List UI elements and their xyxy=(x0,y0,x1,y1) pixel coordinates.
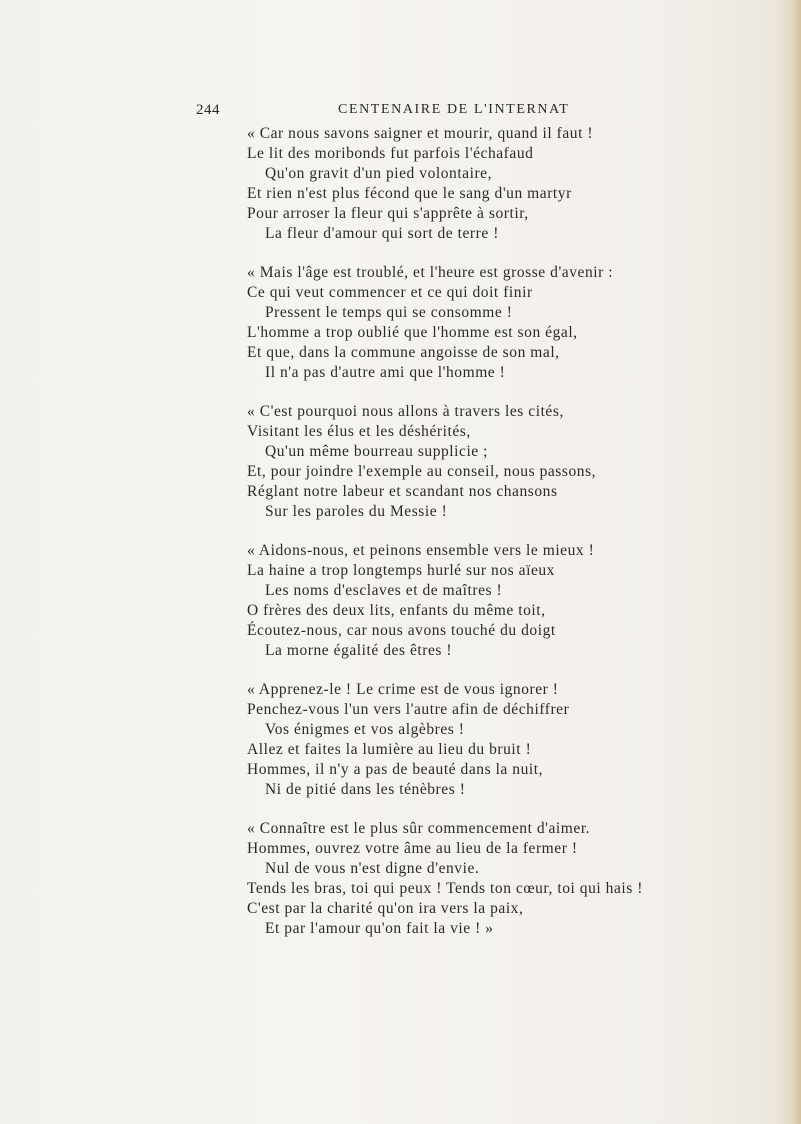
running-title: CENTENAIRE DE L'INTERNAT xyxy=(338,102,570,117)
poem-line: Allez et faites la lumière au lieu du bruit ! xyxy=(247,741,532,758)
poem-line: Pressent le temps qui se consomme ! xyxy=(265,304,513,321)
poem-line: Hommes, ouvrez votre âme au lieu de la fermer ! xyxy=(247,840,578,857)
poem-line: Ni de pitié dans les ténèbres ! xyxy=(265,781,466,798)
poem-line: C'est par la charité qu'on ira vers la paix, xyxy=(247,900,524,917)
poem-line: Le lit des moribonds fut parfois l'échafaud xyxy=(247,145,534,162)
poem-line: Tends les bras, toi qui peux ! Tends ton cœur, toi qui hais ! xyxy=(247,880,643,897)
stanza-3 xyxy=(0,402,801,522)
page-number: 244 xyxy=(196,102,220,118)
poem-line: « Car nous savons saigner et mourir, quand il faut ! xyxy=(247,125,594,142)
stanza-6 xyxy=(0,819,801,939)
stanza-4 xyxy=(0,541,801,661)
poem-line: O frères des deux lits, enfants du même toit, xyxy=(247,602,546,619)
poem-line: Pour arroser la fleur qui s'apprête à sortir, xyxy=(247,205,529,222)
poem-line: Et rien n'est plus fécond que le sang d'un martyr xyxy=(247,185,572,202)
poem-line: Hommes, il n'y a pas de beauté dans la nuit, xyxy=(247,761,544,778)
poem-line: Il n'a pas d'autre ami que l'homme ! xyxy=(265,364,506,381)
poem-line: Nul de vous n'est digne d'envie. xyxy=(265,860,480,877)
stanza-1 xyxy=(0,124,801,244)
poem-line: Et par l'amour qu'on fait la vie ! » xyxy=(265,920,494,937)
poem-line: La fleur d'amour qui sort de terre ! xyxy=(265,225,499,242)
poem-line: L'homme a trop oublié que l'homme est son égal, xyxy=(247,324,578,341)
poem-line: Les noms d'esclaves et de maîtres ! xyxy=(265,582,503,599)
poem-line: Sur les paroles du Messie ! xyxy=(265,503,448,520)
poem-line: Et, pour joindre l'exemple au conseil, nous passons, xyxy=(247,463,597,480)
poem xyxy=(0,124,801,958)
poem-line: La haine a trop longtemps hurlé sur nos aïeux xyxy=(247,562,555,579)
poem-line: Réglant notre labeur et scandant nos chansons xyxy=(247,483,558,500)
poem-line: « Apprenez-le ! Le crime est de vous ignorer ! xyxy=(247,681,559,698)
poem-line: Écoutez-nous, car nous avons touché du doigt xyxy=(247,622,556,639)
poem-line: « C'est pourquoi nous allons à travers les cités, xyxy=(247,403,564,420)
poem-line: Visitant les élus et les déshérités, xyxy=(247,423,471,440)
poem-line: Et que, dans la commune angoisse de son mal, xyxy=(247,344,560,361)
poem-line: La morne égalité des êtres ! xyxy=(265,642,453,659)
poem-line: Ce qui veut commencer et ce qui doit finir xyxy=(247,284,533,301)
stanza-5 xyxy=(0,680,801,800)
poem-line: « Aidons-nous, et peinons ensemble vers le mieux ! xyxy=(247,542,595,559)
poem-line: Penchez-vous l'un vers l'autre afin de déchiffrer xyxy=(247,701,570,718)
poem-line: Qu'un même bourreau supplicie ; xyxy=(265,443,489,460)
poem-line: « Connaître est le plus sûr commencement d'aimer. xyxy=(247,820,591,837)
poem-line: « Mais l'âge est troublé, et l'heure est grosse d'avenir : xyxy=(247,264,614,281)
poem-line: Vos énigmes et vos algèbres ! xyxy=(265,721,465,738)
running-head xyxy=(0,102,801,122)
stanza-2 xyxy=(0,263,801,383)
poem-line: Qu'on gravit d'un pied volontaire, xyxy=(265,165,493,182)
